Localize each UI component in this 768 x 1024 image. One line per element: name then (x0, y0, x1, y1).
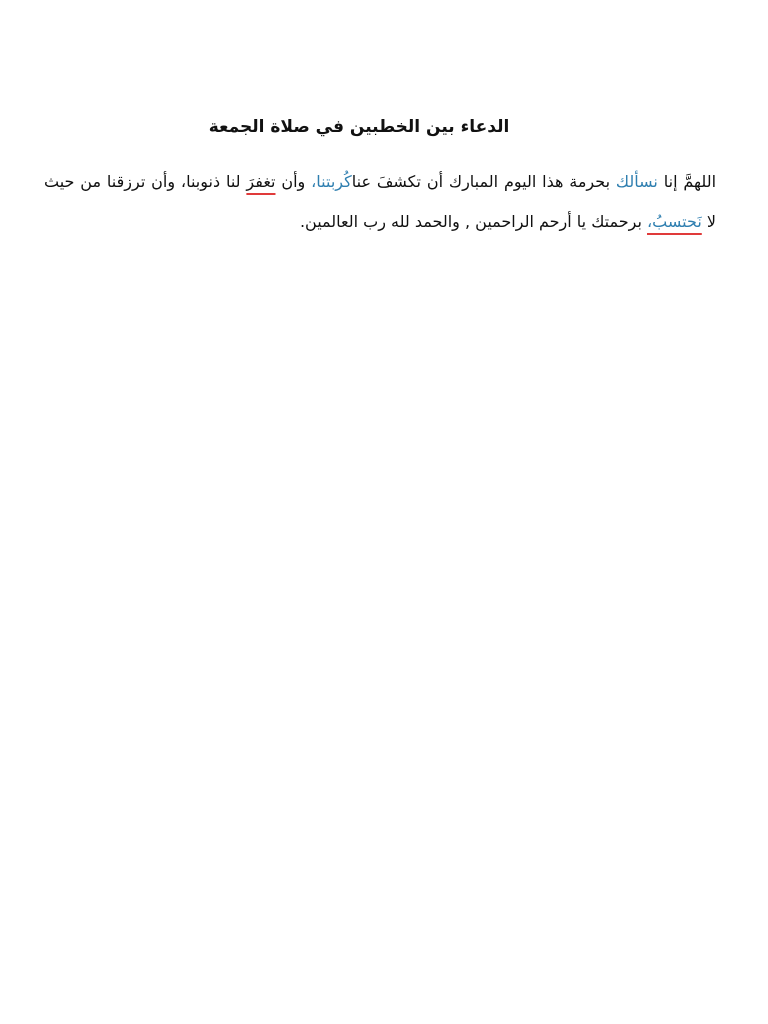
text-segment: بحرمة هذا اليوم المبارك أن تكشفَ عنا (351, 172, 616, 191)
highlighted-word: نسألك (615, 172, 658, 191)
text-segment: وأن (275, 172, 312, 191)
document-title: الدعاء بين الخطبين في صلاة الجمعة (208, 117, 510, 137)
highlighted-word: كُربتنا، (311, 172, 352, 191)
text-segment: لنا ذنوبنا، وأن ترزقنا من حيث لا (44, 172, 716, 231)
text-segment: اللهمَّ إنا (657, 172, 717, 191)
prayer-paragraph (44, 162, 716, 242)
text-segment: برحمتك يا أرحم الراحمين , والحمد لله رب العالمين. (299, 212, 648, 231)
highlighted-underlined-word: نَحتسبُ، (647, 212, 702, 231)
spellcheck-underlined-word: تغفرَ (246, 172, 276, 191)
